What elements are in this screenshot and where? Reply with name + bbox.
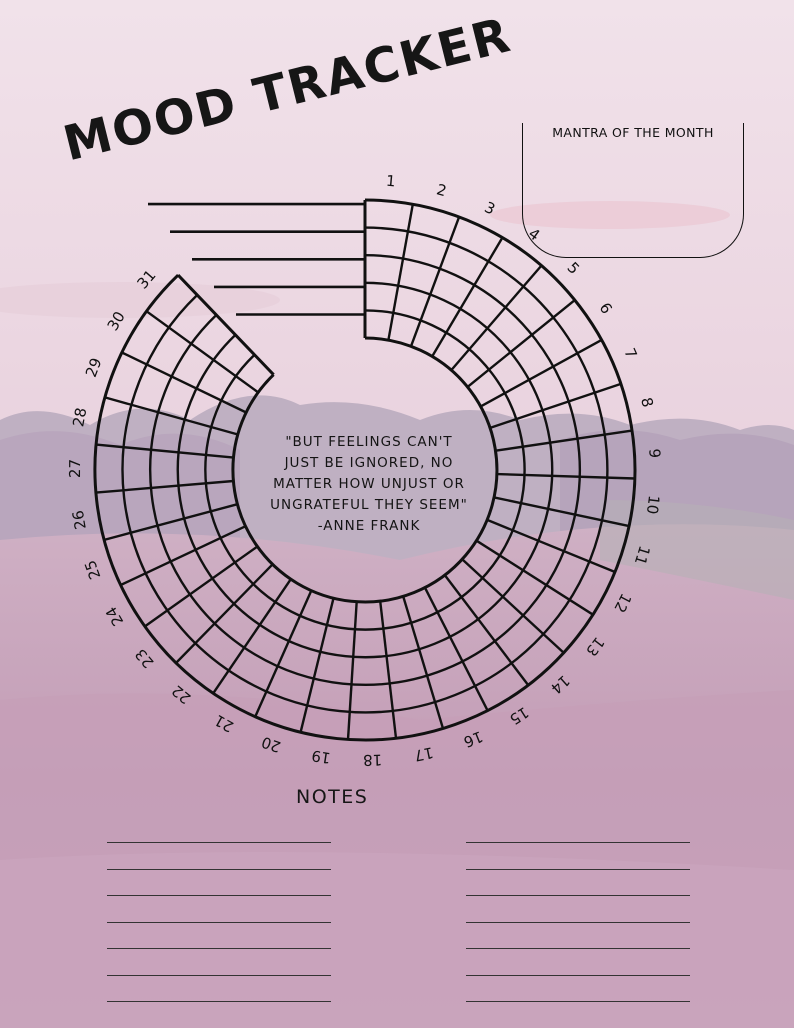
note-line[interactable] <box>466 922 690 923</box>
day-divider <box>147 311 259 392</box>
note-line[interactable] <box>107 842 331 843</box>
day-label-12: 12 <box>610 590 636 616</box>
day-label-31: 31 <box>133 266 160 293</box>
day-label-6: 6 <box>595 299 616 318</box>
day-label-22: 22 <box>168 681 195 708</box>
day-label-10: 10 <box>642 494 663 516</box>
day-divider <box>496 431 632 451</box>
note-line[interactable] <box>466 895 690 896</box>
day-label-21: 21 <box>211 710 237 736</box>
note-line[interactable] <box>107 1001 331 1002</box>
note-line[interactable] <box>466 975 690 976</box>
mantra-label: MANTRA OF THE MONTH <box>552 125 714 140</box>
day-divider <box>497 474 635 478</box>
day-label-25: 25 <box>80 557 105 582</box>
day-label-29: 29 <box>81 355 106 380</box>
day-divider <box>494 497 629 526</box>
day-divider <box>121 526 246 585</box>
day-label-7: 7 <box>620 345 641 362</box>
note-line[interactable] <box>466 842 690 843</box>
day-divider <box>348 602 357 740</box>
day-label-20: 20 <box>259 732 284 757</box>
day-label-23: 23 <box>131 645 158 672</box>
day-label-18: 18 <box>362 750 383 770</box>
day-label-8: 8 <box>637 395 657 410</box>
quote-author: -ANNE FRANK <box>317 518 421 534</box>
day-divider <box>388 204 412 340</box>
day-divider <box>178 275 274 375</box>
day-label-15: 15 <box>506 703 532 729</box>
day-label-1: 1 <box>385 171 397 191</box>
quote-line: UNGRATEFUL THEY SEEM" <box>270 497 468 513</box>
day-label-16: 16 <box>460 727 486 752</box>
day-label-24: 24 <box>102 603 128 630</box>
quote <box>228 432 510 537</box>
note-line[interactable] <box>466 869 690 870</box>
note-line[interactable] <box>466 1001 690 1002</box>
day-label-17: 17 <box>412 743 435 765</box>
day-label-30: 30 <box>103 308 129 334</box>
day-label-2: 2 <box>434 180 449 201</box>
day-label-28: 28 <box>69 406 91 429</box>
page-title: MOOD TRACKER <box>58 6 517 173</box>
note-line[interactable] <box>107 948 331 949</box>
note-line[interactable] <box>466 948 690 949</box>
day-label-27: 27 <box>65 458 85 479</box>
day-divider <box>462 559 564 653</box>
day-label-3: 3 <box>481 198 498 219</box>
day-label-11: 11 <box>630 543 654 568</box>
day-divider <box>445 575 528 685</box>
notes-heading: NOTES <box>296 786 369 808</box>
day-label-5: 5 <box>563 258 584 278</box>
day-divider <box>425 588 488 711</box>
quote-line: JUST BE IGNORED, NO <box>284 455 454 471</box>
day-label-13: 13 <box>582 633 609 660</box>
quote-line: "BUT FEELINGS CAN'T <box>285 434 453 450</box>
day-divider <box>176 564 273 663</box>
note-line[interactable] <box>107 895 331 896</box>
day-label-14: 14 <box>547 671 574 698</box>
day-divider <box>104 504 237 540</box>
day-label-26: 26 <box>68 508 90 531</box>
day-divider <box>96 481 234 493</box>
quote-line: MATTER HOW UNJUST OR <box>273 476 465 492</box>
day-divider <box>380 601 396 738</box>
day-divider <box>451 266 541 371</box>
day-label-4: 4 <box>525 224 544 245</box>
day-divider <box>96 445 233 458</box>
day-divider <box>122 353 246 413</box>
day-divider <box>468 300 575 387</box>
note-line[interactable] <box>107 869 331 870</box>
day-label-9: 9 <box>645 448 664 459</box>
note-line[interactable] <box>107 975 331 976</box>
note-line[interactable] <box>107 922 331 923</box>
day-label-19: 19 <box>310 746 332 768</box>
